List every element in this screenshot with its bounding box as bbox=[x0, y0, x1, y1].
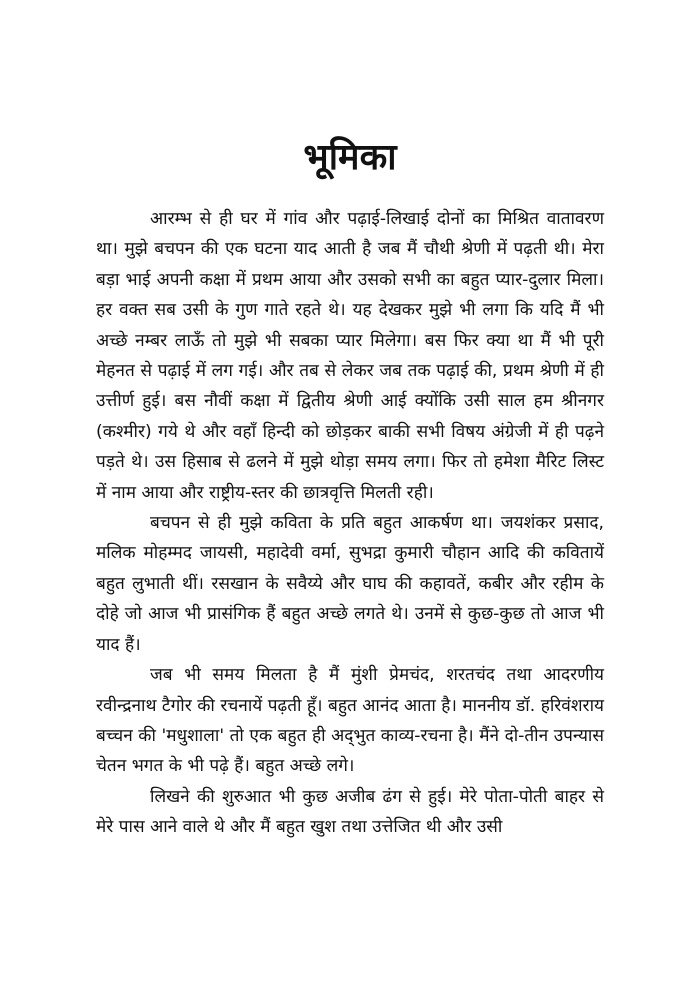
paragraph-4: लिखने की शुरुआत भी कुछ अजीब ढंग से हुई। मेरे पोता-पोती बाहर से मेरे पास आने वाले थे और मैं बहुत खुश तथा उत्तेजित थी और उसी bbox=[96, 786, 604, 838]
paragraph-3: जब भी समय मिलता है मैं मुंशी प्रेमचंद, शरतचंद तथा आदरणीय रवीन्द्रनाथ टैगोर की रचनायें पढ़ती हूँ। बहुत आनंद आता है। माननीय डॉ. हरिवंशराय बच्चन की 'मधुशाला' तो एक बहुत ही अद्‌भुत काव्य-रचना है। मैंने दो-तीन उपन्यास चेतन भगत के भी पढ़े हैं। बहुत अच्छे लगे। bbox=[96, 665, 604, 777]
document-page bbox=[96, 132, 604, 843]
paragraph-2: बचपन से ही मुझे कविता के प्रति बहुत आकर्षण था। जयशंकर प्रसाद, मलिक मोहम्मद जायसी, महादेवी वर्मा, सुभद्रा कुमारी चौहान आदि की कवितायें बहुत लुभाती थीं। रसखान के सवैय्ये और घाघ की कहावतें, कबीर और रहीम के दोहे जो आज भी प्रासंगिक हैं बहुत अच्छे लगते थे। उनमें से कुछ-कुछ तो आज भी याद हैं। bbox=[96, 513, 604, 655]
paragraph-1: आरम्भ से ही घर में गांव और पढ़ाई-लिखाई दोनों का मिश्रित वातावरण था। मुझे बचपन की एक घटना याद आती है जब मैं चौथी श्रेणी में पढ़ती थी। मेरा बड़ा भाई अपनी कक्षा में प्रथम आया और उसको सभी का बहुत प्यार-दुलार मिला। हर वक्त सब उसी के गुण गाते रहते थे। यह देखकर मुझे भी लगा कि यदि मैं भी अच्छे नम्बर लाऊँ तो मुझे भी सबका प्यार मिलेगा। बस फिर क्या था मैं भी पूरी मेहनत से पढ़ाई में लग गई। और तब से लेकर जब तक पढ़ाई की, प्रथम श्रेणी में ही उत्तीर्ण हुई। बस नौवीं कक्षा में द्वितीय श्रेणी आई क्योंकि उसी साल हम श्रीनगर (कश्मीर) गये थे और वहाँ हिन्दी को छोड़कर बाकी सभी विषय अंग्रेजी में ही पढ़ने पड़ते थे। उस हिसाब से ढलने में मुझे थोड़ा समय लगा। फिर तो हमेशा मैरिट लिस्ट में नाम आया और राष्ट्रीय-स्तर की छात्रवृत्ति मिलती रही। bbox=[96, 209, 604, 503]
page-title: भूमिका bbox=[303, 137, 397, 178]
